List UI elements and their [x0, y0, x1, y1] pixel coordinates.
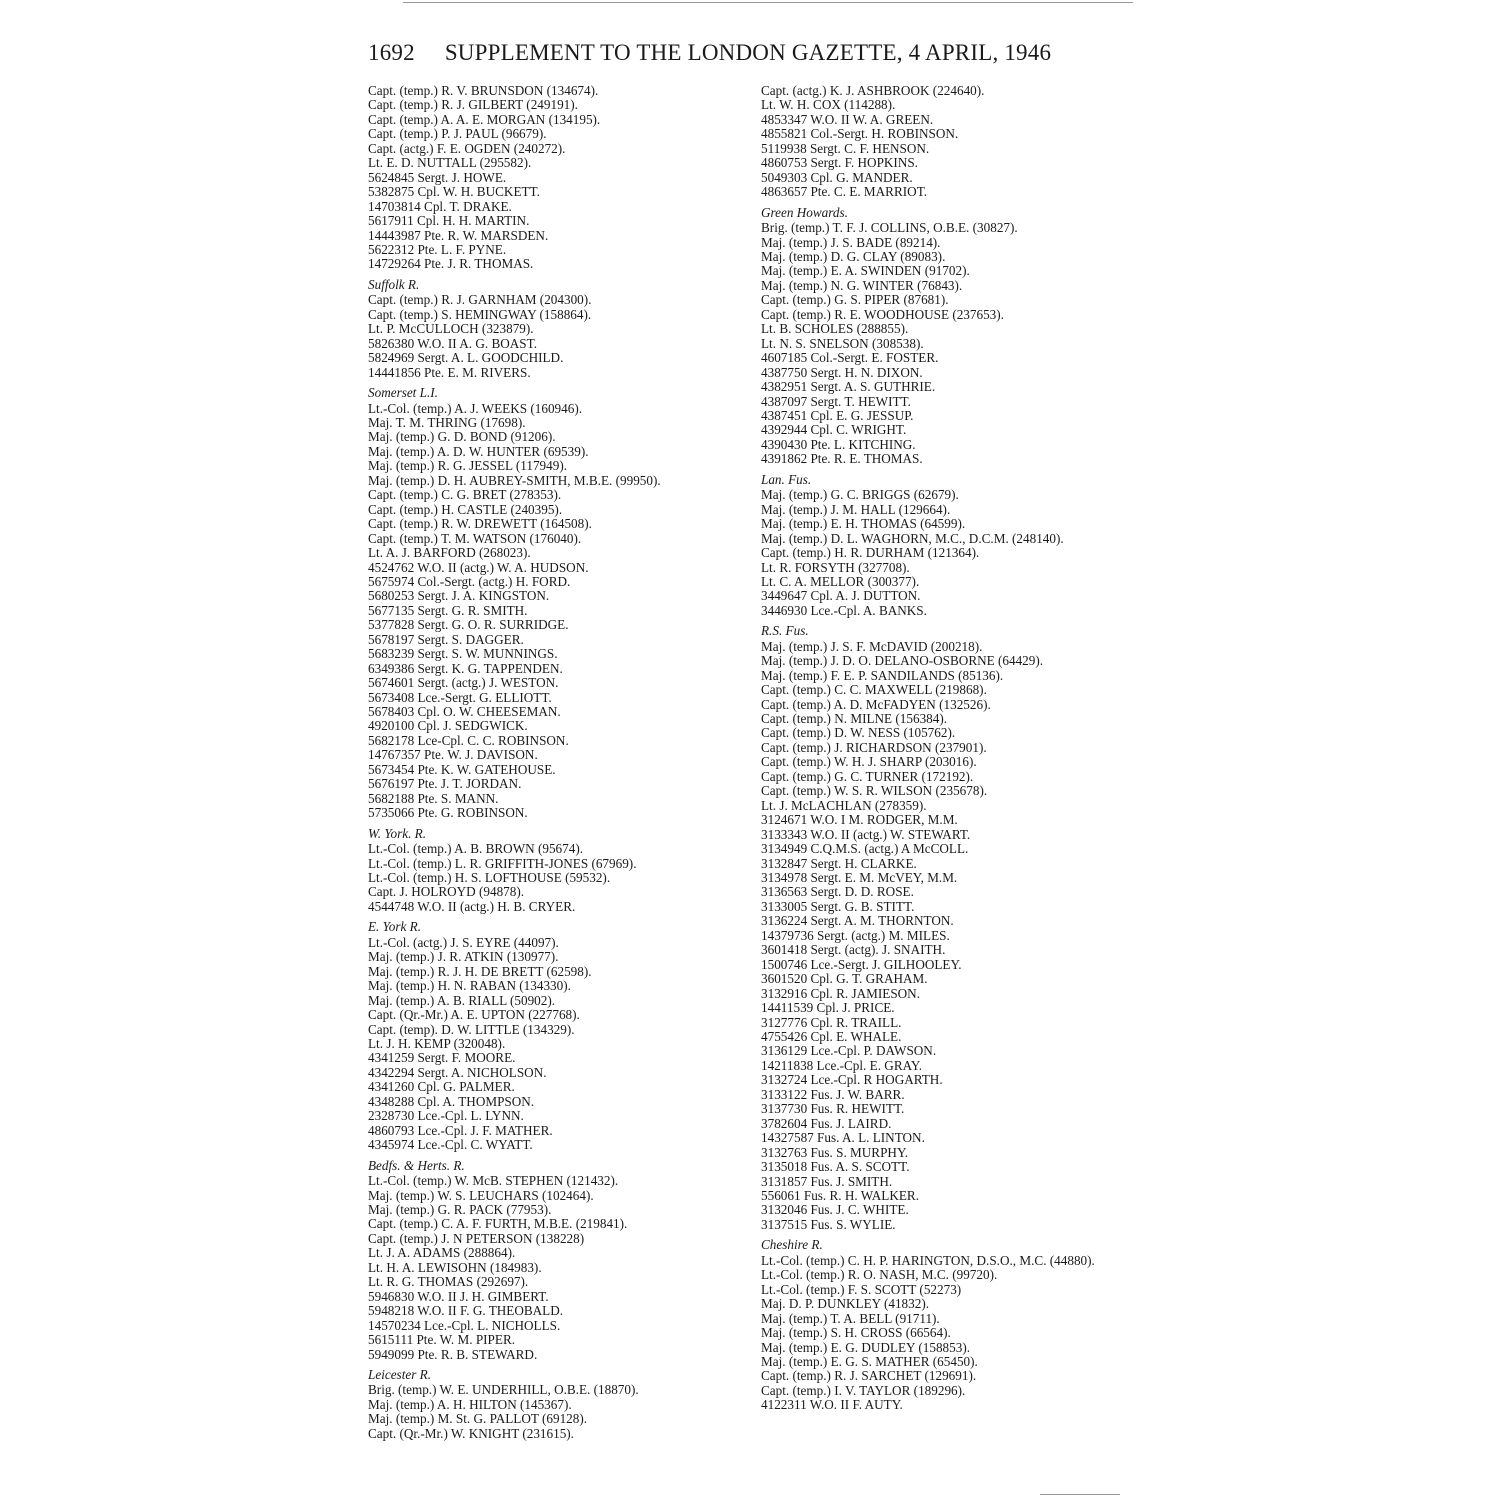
award-entry: Maj. (temp.) M. St. G. PALLOT (69128).	[368, 1411, 588, 1427]
regiment-section	[368, 84, 740, 272]
award-entry: Capt. (temp.) C. G. BRET (278353).	[368, 487, 562, 503]
award-entry: Capt. (temp.) T. M. WATSON (176040).	[368, 530, 582, 546]
award-entry: 5683239 Sergt. S. W. MUNNINGS.	[368, 646, 558, 662]
award-entry: 3601520 Cpl. G. T. GRAHAM.	[761, 971, 928, 987]
award-entry: Capt. (Qr.-Mr.) W. KNIGHT (231615).	[368, 1425, 574, 1441]
award-entry: 5682178 Lce-Cpl. C. C. ROBINSON.	[368, 732, 569, 748]
award-entry: Capt. (temp.) I. V. TAYLOR (189296).	[761, 1382, 966, 1398]
right-column	[761, 84, 1133, 1413]
award-entry: Lt.-Col. (actg.) J. S. EYRE (44097).	[368, 934, 559, 950]
award-entry: 4387451 Cpl. E. G. JESSUP.	[761, 407, 914, 423]
award-entry: Maj. (temp.) E. A. SWINDEN (91702).	[761, 263, 970, 279]
award-entry: Maj. (temp.) D. G. CLAY (89083).	[761, 248, 946, 264]
regiment-heading: Somerset L.I.	[368, 385, 438, 401]
award-entry: Capt. (temp.) R. J. GARNHAM (204300).	[368, 292, 592, 308]
regiment-section	[368, 386, 740, 821]
award-entry: 4855821 Col.-Sergt. H. ROBINSON.	[761, 126, 959, 142]
page-title: SUPPLEMENT TO THE LONDON GAZETTE, 4 APRIL, 1946	[444, 40, 1052, 65]
regiment-section	[761, 624, 1133, 1232]
award-entry: 4390430 Pte. L. KITCHING.	[761, 436, 916, 452]
award-entry: 3133122 Fus. J. W. BARR.	[761, 1086, 905, 1102]
award-entry: Capt. (temp.) D. W. NESS (105762).	[761, 725, 956, 741]
award-entry: Capt. (actg.) F. E. OGDEN (240272).	[368, 140, 566, 156]
award-entry: Capt. J. HOLROYD (94878).	[368, 884, 525, 900]
award-entry: Capt. (temp.) R. J. GILBERT (249191).	[368, 97, 578, 113]
bottom-rule	[1040, 1494, 1120, 1495]
regiment-heading: R.S. Fus.	[761, 623, 809, 639]
award-entry: Capt. (actg.) K. J. ASHBROOK (224640).	[761, 83, 985, 98]
award-entry: 3131857 Fus. J. SMITH.	[761, 1173, 893, 1189]
award-entry: Lt.-Col. (temp.) C. H. P. HARINGTON, D.S.O., M.C. (44880).	[761, 1252, 1095, 1268]
award-entry: Lt. H. A. LEWISOHN (184983).	[368, 1259, 542, 1275]
award-entry: Maj. (temp.) D. L. WAGHORN, M.C., D.C.M. (248140).	[761, 530, 1064, 546]
page-number: 1692	[368, 40, 415, 65]
award-entry: 3134978 Sergt. E. M. McVEY, M.M.	[761, 870, 958, 886]
award-entry: Lt.-Col. (temp.) R. O. NASH, M.C. (99720).	[761, 1267, 998, 1283]
regiment-section	[761, 473, 1133, 619]
award-entry: 3132724 Lce.-Cpl. R HOGARTH.	[761, 1072, 943, 1088]
award-entry: Maj. (temp.) R. G. JESSEL (117949).	[368, 458, 568, 474]
award-entry: Lt.-Col. (temp.) F. S. SCOTT (52273)	[761, 1281, 962, 1297]
award-entry: Maj. (temp.) G. C. BRIGGS (62679).	[761, 487, 959, 503]
award-entry: 5948218 W.O. II F. G. THEOBALD.	[368, 1303, 564, 1319]
award-entry: Maj. (temp.) A. H. HILTON (145367).	[368, 1396, 572, 1412]
award-entry: 4860793 Lce.-Cpl. J. F. MATHER.	[368, 1122, 553, 1138]
award-entry: Lt.-Col. (temp.) W. McB. STEPHEN (121432).	[368, 1173, 619, 1189]
regiment-heading: Lan. Fus.	[761, 471, 812, 487]
award-entry: 5674601 Sergt. (actg.) J. WESTON.	[368, 675, 559, 691]
award-entry: 4920100 Cpl. J. SEDGWICK.	[368, 718, 528, 734]
award-entry: Maj. (temp.) H. N. RABAN (134330).	[368, 978, 571, 994]
award-entry: Capt. (temp.) R. W. DREWETT (164508).	[368, 516, 592, 532]
award-entry: Maj. T. M. THRING (17698).	[368, 414, 526, 430]
award-entry: 14211838 Lce.-Cpl. E. GRAY.	[761, 1057, 923, 1073]
award-entry: 4392944 Cpl. C. WRIGHT.	[761, 422, 907, 438]
page-header	[368, 40, 1108, 74]
regiment-section	[368, 827, 740, 915]
left-column	[368, 84, 740, 1441]
award-entry: 5676197 Pte. J. T. JORDAN.	[368, 776, 522, 792]
award-entry: 4853347 W.O. II W. A. GREEN.	[761, 111, 934, 127]
award-entry: Lt.-Col. (temp.) H. S. LOFTHOUSE (59532).	[368, 870, 611, 886]
award-entry: 4860753 Sergt. F. HOPKINS.	[761, 155, 918, 171]
award-entry: Maj. (temp.) S. H. CROSS (66564).	[761, 1325, 951, 1341]
award-entry: 5617911 Cpl. H. H. MARTIN.	[368, 213, 530, 229]
award-entry: Capt. (temp.) G. S. PIPER (87681).	[761, 292, 949, 308]
award-entry: 5382875 Cpl. W. H. BUCKETT.	[368, 184, 540, 200]
award-entry: 5675974 Col.-Sergt. (actg.) H. FORD.	[368, 573, 571, 589]
award-entry: Maj. (temp.) R. J. H. DE BRETT (62598).	[368, 963, 592, 979]
award-entry: Capt. (temp.) H. CASTLE (240395).	[368, 501, 563, 517]
award-entry: 5673408 Lce.-Sergt. G. ELLIOTT.	[368, 689, 552, 705]
award-entry: Lt. R. FORSYTH (327708).	[761, 559, 910, 575]
award-entry: 4341260 Cpl. G. PALMER.	[368, 1079, 515, 1095]
award-entry: Lt. B. SCHOLES (288855).	[761, 321, 909, 337]
award-entry: Capt. (temp.) A. A. E. MORGAN (134195).	[368, 111, 601, 127]
award-entry: Maj. (temp.) A. D. W. HUNTER (69539).	[368, 443, 589, 459]
regiment-section	[761, 1238, 1133, 1412]
regiment-section	[761, 84, 1133, 200]
award-entry: Maj. (temp.) J. S. BADE (89214).	[761, 234, 941, 250]
award-entry: 3782604 Fus. J. LAIRD.	[761, 1115, 892, 1131]
award-entry: 3137515 Fus. S. WYLIE.	[761, 1216, 896, 1232]
regiment-section	[368, 920, 740, 1152]
award-entry: Lt.-Col. (temp.) A. B. BROWN (95674).	[368, 841, 584, 857]
award-entry: Capt. (temp.) S. HEMINGWAY (158864).	[368, 306, 592, 322]
award-entry: 5615111 Pte. W. M. PIPER.	[368, 1332, 516, 1348]
award-entry: Maj. (temp.) E. G. DUDLEY (158853).	[761, 1339, 971, 1355]
award-entry: 556061 Fus. R. H. WALKER.	[761, 1187, 920, 1203]
award-entry: 3136129 Lce.-Cpl. P. DAWSON.	[761, 1043, 937, 1059]
regiment-heading: Green Howards.	[761, 204, 848, 220]
award-entry: 3133343 W.O. II (actg.) W. STEWART.	[761, 826, 971, 842]
award-entry: 4345974 Lce.-Cpl. C. WYATT.	[368, 1137, 533, 1153]
award-entry: 3601418 Sergt. (actg). J. SNAITH.	[761, 942, 946, 958]
award-entry: 14327587 Fus. A. L. LINTON.	[761, 1130, 925, 1146]
award-entry: 5678197 Sergt. S. DAGGER.	[368, 631, 524, 647]
award-entry: Maj. (temp.) G. R. PACK (77953).	[368, 1201, 552, 1217]
award-entry: Lt. J. H. KEMP (320048).	[368, 1036, 506, 1051]
award-entry: Lt. J. McLACHLAN (278359).	[761, 797, 927, 813]
award-entry: Capt. (temp.) A. D. McFADYEN (132526).	[761, 696, 991, 712]
award-entry: 3132763 Fus. S. MURPHY.	[761, 1144, 909, 1160]
award-entry: Capt. (temp.) H. R. DURHAM (121364).	[761, 545, 980, 561]
award-entry: 5682188 Pte. S. MANN.	[368, 790, 499, 806]
award-entry: 4382951 Sergt. A. S. GUTHRIE.	[761, 379, 936, 395]
award-entry: 3132847 Sergt. H. CLARKE.	[761, 855, 917, 871]
award-entry: 3135018 Fus. A. S. SCOTT.	[761, 1159, 910, 1175]
award-entry: 5949099 Pte. R. B. STEWARD.	[368, 1346, 538, 1362]
award-entry: Lt. N. S. SNELSON (308538).	[761, 335, 924, 351]
award-entry: 14441856 Pte. E. M. RIVERS.	[368, 364, 531, 380]
regiment-heading: Bedfs. & Herts. R.	[368, 1157, 465, 1173]
award-entry: 5680253 Sergt. J. A. KINGSTON.	[368, 588, 550, 604]
award-entry: 4342294 Sergt. A. NICHOLSON.	[368, 1064, 547, 1080]
regiment-heading: E. York R.	[368, 919, 421, 935]
award-entry: 5673454 Pte. K. W. GATEHOUSE.	[368, 761, 556, 777]
award-entry: Maj. (temp.) F. E. P. SANDILANDS (85136).	[761, 667, 1004, 683]
award-entry: 3134949 C.Q.M.S. (actg.) A McCOLL.	[761, 841, 969, 857]
award-entry: 14443987 Pte. R. W. MARSDEN.	[368, 227, 549, 243]
award-entry: 14767357 Pte. W. J. DAVISON.	[368, 747, 538, 763]
award-entry: Capt. (temp.) C. A. F. FURTH, M.B.E. (219841).	[368, 1216, 628, 1232]
award-entry: 3133005 Sergt. G. B. STITT.	[761, 898, 915, 914]
award-entry: 3127776 Cpl. R. TRAILL.	[761, 1014, 902, 1030]
award-entry: Maj. (temp.) D. H. AUBREY-SMITH, M.B.E. (99950).	[368, 472, 661, 488]
award-entry: 4387750 Sergt. H. N. DIXON.	[761, 364, 923, 380]
award-entry: Maj. (temp.) A. B. RIALL (50902).	[368, 992, 556, 1008]
award-entry: 4341259 Sergt. F. MOORE.	[368, 1050, 516, 1066]
award-entry: Brig. (temp.) W. E. UNDERHILL, O.B.E. (18870).	[368, 1382, 639, 1398]
regiment-section	[368, 278, 740, 380]
award-entry: 3132046 Fus. J. C. WHITE.	[761, 1202, 909, 1218]
award-entry: Lt. P. McCULLOCH (323879).	[368, 321, 534, 337]
award-entry: Capt. (temp.) R. V. BRUNSDON (134674).	[368, 83, 599, 98]
regiment-heading: Leicester R.	[368, 1366, 431, 1382]
award-entry: 14729264 Pte. J. R. THOMAS.	[368, 256, 534, 272]
award-entry: Lt. W. H. COX (114288).	[761, 97, 896, 113]
award-entry: Lt.-Col. (temp.) A. J. WEEKS (160946).	[368, 400, 583, 416]
award-entry: 3124671 W.O. I M. RODGER, M.M.	[761, 812, 958, 828]
award-entry: 6349386 Sergt. K. G. TAPPENDEN.	[368, 660, 563, 676]
award-entry: 5824969 Sergt. A. L. GOODCHILD.	[368, 350, 564, 366]
award-entry: Capt. (temp.) R. E. WOODHOUSE (237653).	[761, 306, 1004, 322]
award-entry: Lt.-Col. (temp.) L. R. GRIFFITH-JONES (67969).	[368, 855, 637, 871]
award-entry: 5377828 Sergt. G. O. R. SURRIDGE.	[368, 617, 569, 633]
award-entry: 1500746 Lce.-Sergt. J. GILHOOLEY.	[761, 956, 962, 972]
award-entry: Capt. (temp). D. W. LITTLE (134329).	[368, 1021, 575, 1037]
award-entry: Capt. (temp.) J. RICHARDSON (237901).	[761, 739, 987, 755]
award-entry: Lt. E. D. NUTTALL (295582).	[368, 155, 532, 171]
award-entry: Maj. (temp.) J. R. ATKIN (130977).	[368, 949, 559, 965]
top-rule	[403, 2, 1133, 3]
award-entry: 4387097 Sergt. T. HEWITT.	[761, 393, 911, 409]
award-entry: 3132916 Cpl. R. JAMIESON.	[761, 985, 920, 1001]
award-entry: Maj. (temp.) J. M. HALL (129664).	[761, 501, 951, 517]
award-entry: 5678403 Cpl. O. W. CHEESEMAN.	[368, 704, 561, 720]
award-entry: Capt. (temp.) C. C. MAXWELL (219868).	[761, 682, 987, 698]
award-entry: Capt. (Qr.-Mr.) A. E. UPTON (227768).	[368, 1007, 580, 1023]
award-entry: Capt. (temp.) R. J. SARCHET (129691).	[761, 1368, 977, 1384]
award-entry: 5946830 W.O. II J. H. GIMBERT.	[368, 1288, 549, 1304]
award-entry: 3137730 Fus. R. HEWITT.	[761, 1101, 905, 1117]
award-entry: 4524762 W.O. II (actg.) W. A. HUDSON.	[368, 559, 589, 575]
award-entry: 4544748 W.O. II (actg.) H. B. CRYER.	[368, 898, 576, 914]
award-entry: Lt. R. G. THOMAS (292697).	[368, 1274, 529, 1290]
award-entry: 4348288 Cpl. A. THOMPSON.	[368, 1093, 535, 1109]
regiment-section	[368, 1368, 740, 1441]
award-entry: 14411539 Cpl. J. PRICE.	[761, 1000, 895, 1016]
award-entry: 3446930 Lce.-Cpl. A. BANKS.	[761, 602, 927, 618]
award-entry: Lt. A. J. BARFORD (268023).	[368, 545, 531, 561]
award-entry: 5826380 W.O. II A. G. BOAST.	[368, 335, 538, 351]
award-entry: 14703814 Cpl. T. DRAKE.	[368, 198, 512, 214]
award-entry: 4607185 Col.-Sergt. E. FOSTER.	[761, 350, 939, 366]
award-entry: Maj. D. P. DUNKLEY (41832).	[761, 1296, 930, 1312]
award-entry: Maj. (temp.) J. S. F. McDAVID (200218).	[761, 638, 983, 654]
award-entry: 5049303 Cpl. G. MANDER.	[761, 169, 913, 185]
award-entry: Maj. (temp.) G. D. BOND (91206).	[368, 429, 556, 445]
award-entry: 3136563 Sergt. D. D. ROSE.	[761, 884, 914, 900]
award-entry: Maj. (temp.) N. G. WINTER (76843).	[761, 277, 963, 293]
award-entry: Lt. C. A. MELLOR (300377).	[761, 573, 920, 589]
award-entry: Maj. (temp.) J. D. O. DELANO-OSBORNE (64429).	[761, 653, 1044, 669]
award-entry: 5622312 Pte. L. F. PYNE.	[368, 241, 507, 257]
regiment-section	[368, 1159, 740, 1362]
award-entry: Capt. (temp.) W. H. J. SHARP (203016).	[761, 754, 977, 770]
regiment-heading: W. York. R.	[368, 825, 427, 841]
award-entry: Maj. (temp.) T. A. BELL (91711).	[761, 1310, 940, 1326]
award-entry: Brig. (temp.) T. F. J. COLLINS, O.B.E. (30827).	[761, 220, 1018, 236]
award-entry: 5624845 Sergt. J. HOWE.	[368, 169, 507, 185]
award-entry: Maj. (temp.) E. H. THOMAS (64599).	[761, 516, 966, 532]
award-entry: Capt. (temp.) J. N PETERSON (138228)	[368, 1230, 585, 1246]
regiment-heading: Cheshire R.	[761, 1237, 823, 1253]
award-entry: Maj. (temp.) W. S. LEUCHARS (102464).	[368, 1187, 594, 1203]
award-entry: 14379736 Sergt. (actg.) M. MILES.	[761, 927, 950, 943]
award-entry: Lt. J. A. ADAMS (288864).	[368, 1245, 516, 1261]
award-entry: Capt. (temp.) P. J. PAUL (96679).	[368, 126, 547, 142]
award-entry: Capt. (temp.) N. MILNE (156384).	[761, 711, 948, 727]
award-entry: Maj. (temp.) E. G. S. MATHER (65450).	[761, 1353, 978, 1369]
award-entry: 4391862 Pte. R. E. THOMAS.	[761, 451, 923, 467]
award-entry: 4863657 Pte. C. E. MARRIOT.	[761, 184, 928, 200]
award-entry: 2328730 Lce.-Cpl. L. LYNN.	[368, 1108, 524, 1124]
regiment-section	[761, 206, 1133, 467]
award-entry: Capt. (temp.) G. C. TURNER (172192).	[761, 768, 974, 784]
award-entry: 5735066 Pte. G. ROBINSON.	[368, 805, 528, 821]
award-entry: 5677135 Sergt. G. R. SMITH.	[368, 602, 528, 618]
award-entry: 3136224 Sergt. A. M. THORNTON.	[761, 913, 954, 929]
award-entry: 5119938 Sergt. C. F. HENSON.	[761, 140, 930, 156]
award-entry: 4122311 W.O. II F. AUTY.	[761, 1397, 903, 1413]
award-entry: 4755426 Cpl. E. WHALE.	[761, 1029, 902, 1044]
regiment-heading: Suffolk R.	[368, 276, 420, 292]
award-entry: 3449647 Cpl. A. J. DUTTON.	[761, 588, 921, 604]
award-entry: 14570234 Lce.-Cpl. L. NICHOLLS.	[368, 1317, 561, 1333]
award-entry: Capt. (temp.) W. S. R. WILSON (235678).	[761, 783, 988, 799]
